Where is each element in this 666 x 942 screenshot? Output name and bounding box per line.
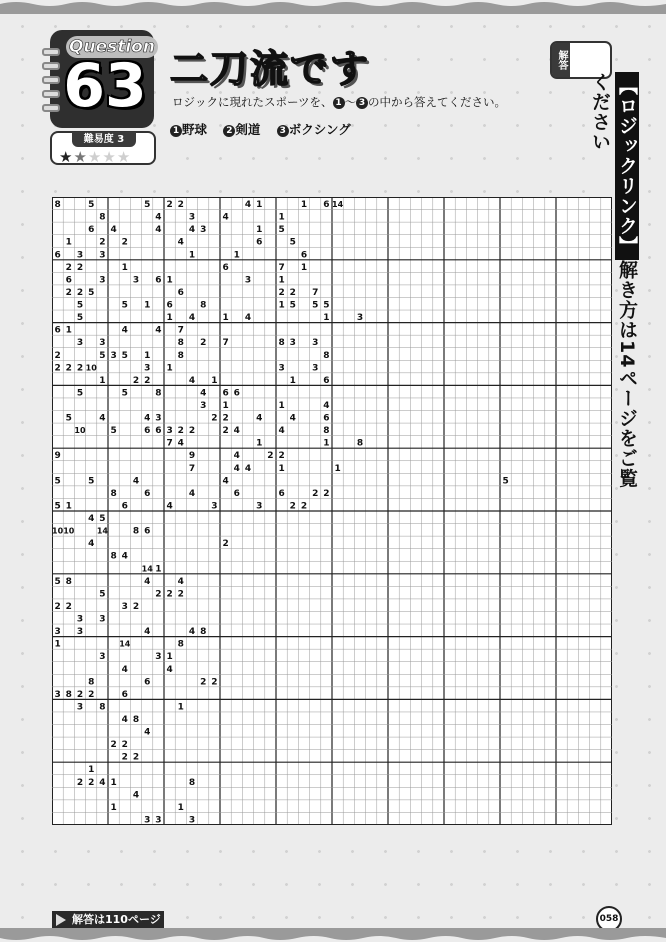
grid-number: 8 [177,338,184,349]
grid-number: 1 [211,375,218,386]
grid-number: 8 [110,551,117,562]
grid-number: 6 [222,262,229,273]
answer-label: 解答 [552,43,570,77]
grid-number: 2 [211,413,218,424]
grid-number: 2 [76,689,84,700]
grid-number: 2 [144,375,151,386]
grid-number: 3 [76,614,84,625]
grid-number: 4 [233,426,240,437]
grid-number: 4 [188,375,196,386]
grid-number: 4 [144,576,151,587]
grid-number: 3 [155,413,162,424]
grid-number: 7 [312,287,319,298]
grid-number: 2 [211,677,218,688]
grid-number: 8 [278,338,285,349]
grid-number: 6 [144,426,151,437]
difficulty-box [50,131,156,165]
grid-number: 7 [166,438,173,449]
grid-number: 7 [177,325,184,336]
grid-number: 8 [132,715,140,726]
star-icon: ★ [73,148,88,166]
grid-number: 6 [144,526,151,537]
grid-number: 3 [312,363,319,374]
grid-number: 6 [278,488,285,499]
grid-number: 3 [132,275,140,286]
side-title: 【ロジックリンク】 [615,72,639,260]
grid-number: 14 [119,639,131,649]
grid-number: 5 [65,413,72,424]
grid-number: 3 [76,338,84,349]
grid-number: 2 [76,287,84,298]
question-label: Question [66,36,158,58]
grid-number: 1 [54,639,61,650]
grid-number: 6 [88,225,95,236]
grid-number: 8 [110,488,117,499]
grid-number: 4 [177,237,184,248]
number-circle-icon: 1 [333,97,345,109]
grid-number: 10 [85,363,97,373]
grid-number: 6 [144,488,151,499]
grid-number: 3 [289,338,296,349]
grid-number: 3 [155,652,162,663]
bottom-wave-border [0,928,666,942]
grid-number: 2 [188,426,196,437]
grid-number: 1 [166,275,173,286]
grid-number: 8 [323,426,330,437]
grid-number: 6 [177,287,184,298]
grid-number: 1 [65,501,72,512]
number-circle-icon: 1 [170,125,182,137]
grid-number: 2 [76,363,84,374]
grid-number: 3 [244,275,252,286]
grid-number: 4 [222,476,229,487]
grid-number: 5 [110,426,117,437]
grid-number: 2 [121,740,128,751]
grid-number: 1 [278,463,285,474]
grid-number: 2 [155,589,162,600]
grid-number: 1 [121,262,128,273]
grid-number: 4 [233,463,240,474]
grid-number: 3 [144,815,151,825]
grid-number: 1 [334,463,341,474]
grid-number: 1 [256,225,263,236]
grid-number: 4 [278,426,285,437]
grid-number: 3 [211,501,218,512]
grid-number: 2 [54,601,61,612]
grid-number: 6 [121,501,128,512]
grid-number: 5 [99,589,106,600]
grid-number: 8 [200,627,207,638]
grid-number: 2 [132,375,140,386]
grid-number: 2 [289,501,296,512]
grid-number: 4 [188,225,196,236]
grid-number: 3 [99,275,106,286]
grid-number: 5 [54,576,61,587]
grid-number: 1 [144,350,151,361]
grid-number: 4 [144,413,151,424]
grid-number: 2 [278,451,285,462]
grid-number: 5 [121,350,128,361]
grid-number: 1 [144,300,151,311]
grid-number: 3 [312,338,319,349]
grid-number: 1 [188,250,196,261]
grid-number: 4 [244,313,252,324]
grid-number: 3 [76,627,84,638]
grid-number: 3 [54,689,61,700]
grid-number: 8 [65,576,72,587]
grid-number: 1 [300,262,308,273]
grid-number: 6 [54,250,61,261]
grid-number: 5 [54,476,61,487]
grid-number: 1 [323,313,330,324]
grid-number: 4 [132,790,140,801]
logic-link-grid[interactable] [52,197,612,825]
grid-number: 1 [278,401,285,412]
option-3: 3 ボクシング [277,122,351,137]
grid-number: 5 [323,300,330,311]
grid-number: 3 [76,250,84,261]
grid-number: 5 [88,200,95,211]
grid-number: 5 [99,350,106,361]
grid-number: 2 [222,539,229,550]
grid-number: 2 [177,200,184,211]
side-text: 解き方は14ページをご覧ください [589,72,638,489]
grid-number: 4 [121,551,128,562]
grid-number: 5 [289,300,296,311]
instruction-text: ロジックに現れたスポーツを、 1 〜 3 の中から答えてください。 [172,95,507,109]
grid-number: 6 [300,250,308,261]
grid-number: 1 [166,313,173,324]
page-title: 二刀流です [170,47,371,91]
grid-number: 1 [278,212,285,223]
grid-number: 1 [65,237,72,248]
star-icon: ★ [116,148,132,166]
grid-number: 2 [121,752,128,763]
grid-number: 4 [177,438,184,449]
grid-number: 8 [132,526,140,537]
grid-number: 5 [76,313,84,324]
grid-number: 6 [155,426,162,437]
option-1: 1 野球 [170,122,207,137]
grid-number: 7 [188,463,196,474]
grid-number: 2 [267,451,274,462]
grid-number: 9 [188,451,196,462]
grid-number: 3 [110,350,117,361]
grid-number: 2 [76,777,84,788]
grid-number: 6 [54,325,61,336]
grid-number: 9 [54,451,61,462]
grid-number: 3 [99,614,106,625]
grid-number: 6 [323,200,330,211]
grid-number: 1 [233,250,240,261]
grid-number: 4 [121,325,128,336]
grid-number: 4 [88,514,95,525]
grid-number: 2 [278,287,285,298]
grid-number: 1 [323,438,330,449]
grid-number: 6 [323,375,330,386]
grid-number: 2 [166,589,173,600]
grid-number: 2 [177,589,184,600]
grid-number: 10 [74,426,86,436]
grid-number: 2 [121,237,128,248]
grid-number: 4 [132,476,140,487]
grid-number: 1 [99,375,106,386]
grid-number: 8 [99,702,106,713]
star-icon: ★ [102,148,117,166]
grid-number: 2 [54,350,61,361]
grid-number: 4 [289,413,296,424]
grid-number: 8 [88,677,95,688]
answer-options [170,120,363,138]
grid-number: 2 [177,426,184,437]
grid-number: 1 [155,564,162,575]
grid-number: 4 [188,313,196,324]
grid-number: 7 [222,338,229,349]
grid-number: 2 [76,262,84,273]
grid-number: 8 [356,438,364,449]
grid-number: 2 [88,689,95,700]
grid-number: 6 [155,275,162,286]
star-icon: ★ [87,148,103,166]
grid-number: 3 [155,815,162,825]
grid-number: 2 [65,601,72,612]
grid-number: 5 [502,476,509,487]
grid-number: 6 [65,275,72,286]
grid-number: 3 [166,426,173,437]
grid-number: 10 [52,526,64,536]
option-2: 2 剣道 [223,122,260,137]
grid-number: 3 [356,313,364,324]
grid-number: 3 [278,363,285,374]
grid-number: 8 [188,777,196,788]
grid-number: 1 [256,200,263,211]
grid-number: 2 [222,426,229,437]
grid-number: 8 [177,350,184,361]
grid-number: 6 [222,388,229,399]
grid-number: 4 [88,539,95,550]
grid-number: 1 [110,777,117,788]
grid-number: 1 [166,363,173,374]
grid-number: 5 [88,287,95,298]
grid-number: 5 [278,225,285,236]
grid-number: 3 [144,363,151,374]
side-caption [589,72,641,492]
number-circle-icon: 3 [277,125,289,137]
top-wave-border [0,0,666,14]
grid-number: 4 [99,413,106,424]
grid-number: 4 [155,212,162,223]
grid-number: 8 [65,689,72,700]
grid-number: 2 [99,237,106,248]
grid-number: 1 [256,438,263,449]
grid-number: 14 [141,564,153,574]
grid-number: 4 [99,777,106,788]
grid-number: 3 [200,401,207,412]
grid-number: 8 [99,212,106,223]
grid-number: 14 [332,200,344,210]
number-circle-icon: 3 [356,97,368,109]
grid-number: 2 [65,287,72,298]
grid-number: 1 [300,200,308,211]
grid-number: 2 [88,777,95,788]
grid-number: 2 [222,413,229,424]
grid-number: 8 [323,350,330,361]
grid-number: 3 [188,815,196,825]
grid-number: 4 [144,627,151,638]
grid-number: 4 [200,388,207,399]
grid-number: 2 [132,752,140,763]
grid-number: 4 [188,488,196,499]
grid-number: 1 [222,313,229,324]
grid-number: 4 [121,664,128,675]
grid-number: 1 [177,802,184,813]
grid-number: 4 [155,225,162,236]
grid-number: 4 [244,463,252,474]
grid-number: 1 [289,375,296,386]
grid-number: 6 [233,488,240,499]
grid-number: 2 [289,287,296,298]
grid-number: 3 [99,250,106,261]
answer-page-note: 解答は110ページ [52,911,164,929]
grid-number: 8 [54,200,61,211]
grid-number: 2 [300,501,308,512]
grid-number: 4 [188,627,196,638]
grid-number: 6 [121,689,128,700]
grid-number: 1 [222,401,229,412]
grid-number: 5 [121,300,128,311]
grid-number: 2 [312,488,319,499]
grid-number: 3 [54,627,61,638]
grid-number: 2 [200,677,207,688]
grid-number: 5 [76,388,84,399]
grid-number: 5 [144,200,151,211]
difficulty-label: 難易度 3 [72,132,136,147]
grid-number: 2 [200,338,207,349]
grid-number: 6 [166,300,173,311]
grid-number: 4 [177,576,184,587]
grid-number: 3 [121,601,128,612]
grid-number: 5 [289,237,296,248]
grid-number: 5 [88,476,95,487]
grid-number: 4 [144,727,151,738]
grid-number: 3 [99,338,106,349]
notebook-rings [42,48,58,112]
grid-number: 8 [155,388,162,399]
grid-number: 3 [200,225,207,236]
grid-number: 1 [110,802,117,813]
grid-number: 2 [65,262,72,273]
grid-number: 5 [121,388,128,399]
grid-number: 2 [323,488,330,499]
grid-number: 4 [222,212,229,223]
grid-number: 14 [96,526,108,536]
grid-number: 4 [166,664,173,675]
grid-number: 1 [65,325,72,336]
grid-number: 5 [76,300,84,311]
grid-number: 4 [323,401,330,412]
grid-number: 3 [188,212,196,223]
grid-number: 3 [256,501,263,512]
star-icon: ★ [59,148,74,166]
grid-number: 5 [312,300,319,311]
grid-number: 4 [121,715,128,726]
grid-number: 2 [132,601,140,612]
grid-number: 6 [256,237,263,248]
grid-number: 2 [65,363,72,374]
grid-number: 1 [88,765,95,776]
grid-number: 4 [256,413,263,424]
grid-number: 4 [233,451,240,462]
grid-number: 8 [177,639,184,650]
grid-number: 10 [63,526,75,536]
difficulty-stars [59,148,131,166]
grid-number: 1 [177,702,184,713]
grid-number: 2 [110,740,117,751]
grid-number: 4 [155,325,162,336]
page-number: 058 [596,906,622,932]
grid-number: 3 [99,652,106,663]
grid-number: 1 [166,652,173,663]
grid-number: 2 [166,200,173,211]
grid-number: 1 [278,275,285,286]
grid-number: 6 [144,677,151,688]
grid-number: 2 [54,363,61,374]
grid-number: 4 [110,225,117,236]
grid-number: 5 [54,501,61,512]
grid-number: 3 [76,702,84,713]
question-number: 63 [63,51,147,121]
grid-number: 4 [244,200,252,211]
grid-number: 7 [278,262,285,273]
number-circle-icon: 2 [223,125,235,137]
grid-number: 1 [278,300,285,311]
grid-number: 8 [200,300,207,311]
grid-number: 4 [166,501,173,512]
grid-number: 5 [99,514,106,525]
grid-number: 6 [233,388,240,399]
grid-number: 6 [323,413,330,424]
